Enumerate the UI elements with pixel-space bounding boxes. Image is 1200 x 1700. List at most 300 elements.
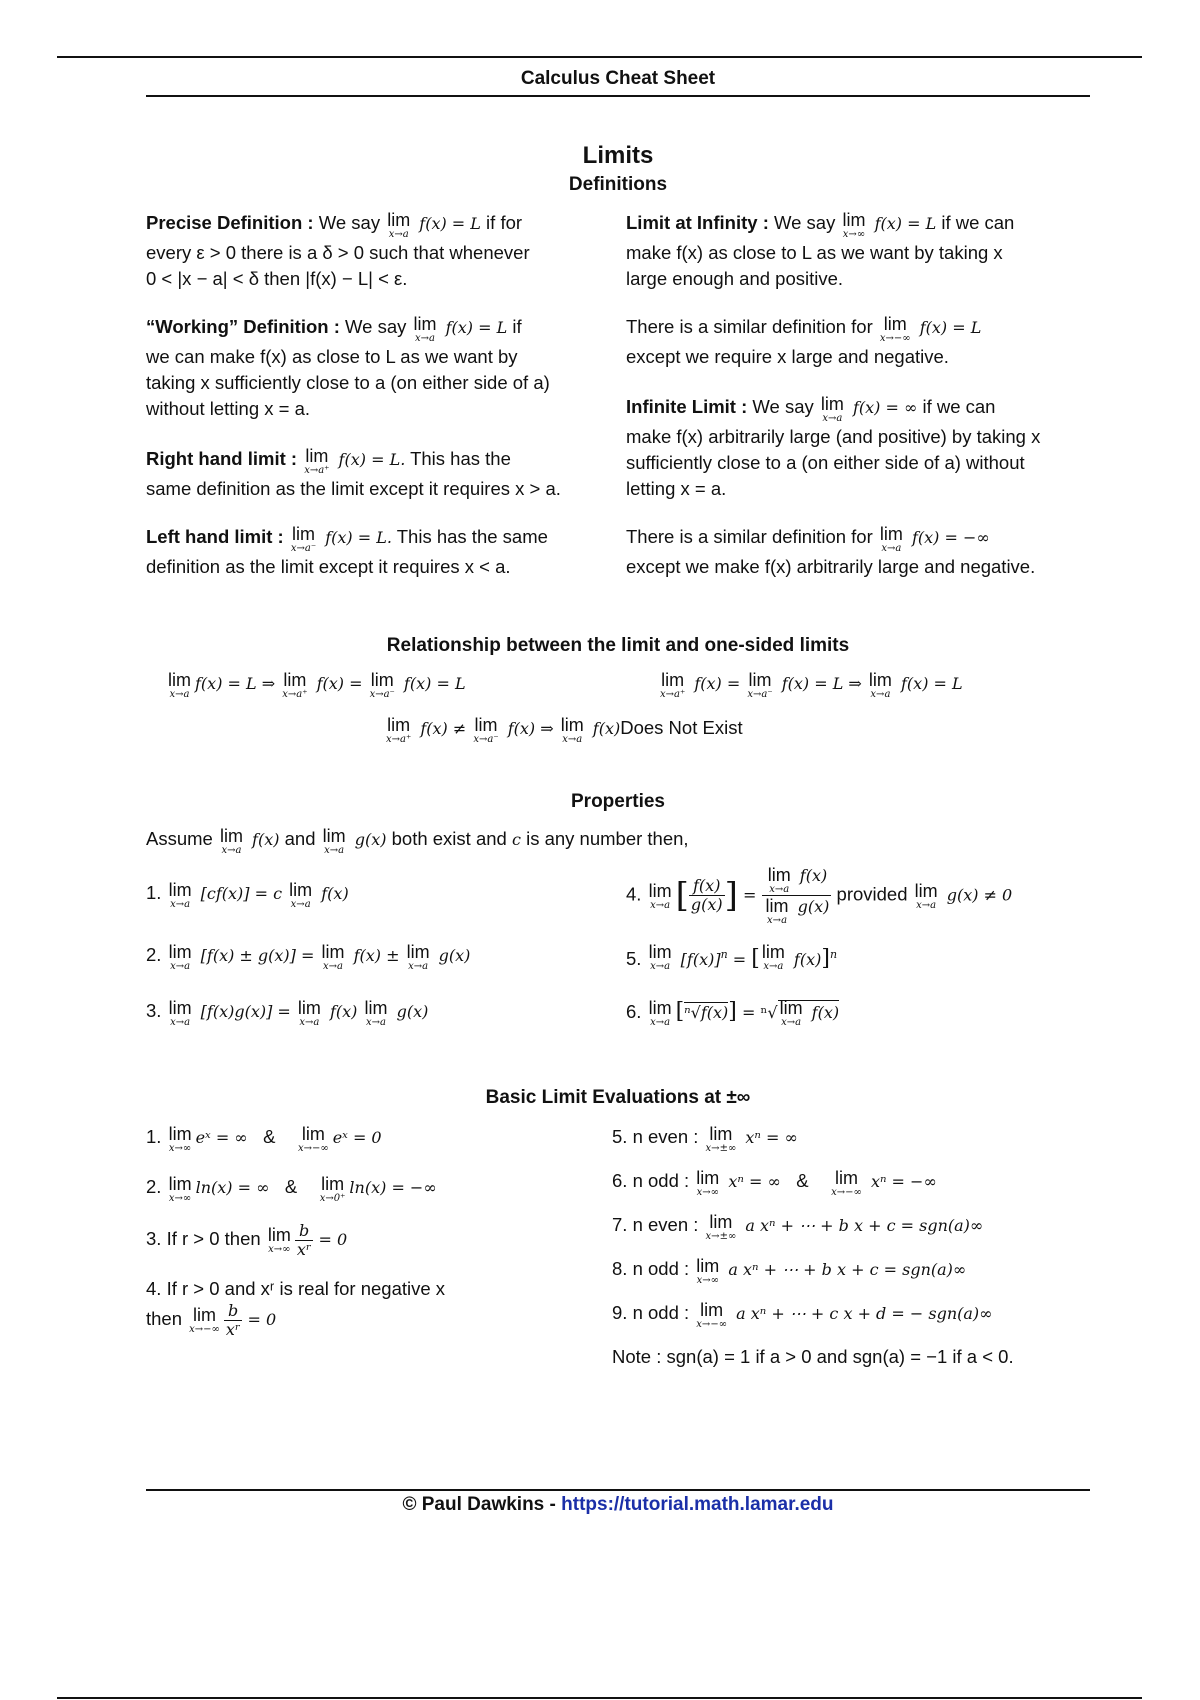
- b2-b: ln(x) = −∞: [349, 1178, 437, 1197]
- left-bracket: [: [675, 875, 689, 916]
- lim-word: lim: [168, 942, 192, 962]
- lim-xminf: [189, 1305, 220, 1335]
- lim-sub: x→−∞: [831, 1187, 862, 1198]
- lim-sub: x→−∞: [879, 333, 911, 344]
- lim-word: lim: [283, 670, 307, 690]
- b8-a: a xⁿ + ⋯ + b x + c = sgn(a)∞: [723, 1260, 967, 1279]
- lim-xa: [561, 715, 584, 745]
- top-rule: [57, 56, 1142, 58]
- inf-neg-text1: There is a similar definition for: [626, 526, 878, 547]
- lim-sub: x→a: [169, 689, 190, 700]
- working-text1: We say: [339, 316, 412, 337]
- footer-author: © Paul Dawkins -: [402, 1494, 562, 1515]
- lim-sub: x→∞: [842, 229, 866, 240]
- limit-neg-infinity: [626, 314, 1096, 370]
- infinite-line3: sufficiently close to a (on either side of a) without: [626, 452, 1025, 473]
- lim-xminf: [696, 1300, 727, 1330]
- lim-word: lim: [883, 314, 907, 334]
- properties-title: Properties: [571, 791, 665, 812]
- b1-a: eˣ = ∞: [195, 1128, 248, 1147]
- p4-num: 4.: [626, 883, 642, 905]
- p5-b: f(x): [788, 950, 822, 970]
- property-4: [626, 865, 1012, 926]
- p2-num: 2.: [146, 944, 162, 965]
- left-line2: definition as the limit except it requires x < a.: [146, 556, 511, 577]
- lim-word: lim: [820, 394, 844, 414]
- p1-num: 1.: [146, 882, 162, 903]
- page-title: Limits: [582, 142, 654, 169]
- rel-eq3-a: f(x) ≠: [415, 719, 472, 738]
- inf-neg-line2: except we make f(x) arbitrarily large and negative.: [626, 556, 1036, 577]
- lim-word: lim: [700, 1300, 724, 1320]
- lim-sub: x→a: [366, 1017, 386, 1028]
- precise-line2: every ε > 0 there is a δ > 0 such that whenever: [146, 242, 530, 263]
- lim-xa: [766, 896, 789, 926]
- lim-sub: x→−∞: [297, 1143, 329, 1154]
- header-rule: [146, 95, 1090, 97]
- p5-a: [f(x)]: [675, 950, 721, 970]
- lim-xa: [869, 670, 892, 700]
- lim-word: lim: [765, 896, 789, 916]
- lim-sub: x→a: [170, 1017, 191, 1028]
- lim-sub: x→a: [388, 229, 409, 240]
- lim-word: lim: [779, 998, 803, 1018]
- b2-a: ln(x) = ∞: [195, 1178, 270, 1197]
- b9-pre: n odd :: [627, 1302, 695, 1323]
- p6-b: f(x): [806, 1003, 840, 1022]
- property-1: [146, 880, 349, 910]
- p4-frac: [689, 877, 725, 913]
- lim-sub: x→−∞: [696, 1319, 728, 1330]
- lim-word: lim: [709, 1124, 733, 1144]
- b5-pre: n even :: [627, 1126, 704, 1147]
- infinite-line4: letting x = a.: [626, 478, 727, 499]
- b4-num: 4.: [146, 1278, 162, 1299]
- p6-bracket-left: [: [675, 999, 685, 1024]
- lim-word: lim: [696, 1168, 720, 1188]
- working-line3: taking x sufficiently close to a (on either side of a): [146, 372, 550, 393]
- lim-xa: [387, 210, 410, 240]
- lim-xminf: [880, 314, 911, 344]
- lim-xa: [169, 998, 192, 1028]
- p2-c: g(x): [433, 946, 471, 965]
- b6-b: xⁿ = −∞: [865, 1172, 937, 1191]
- basic-1: [146, 1124, 382, 1154]
- b3-pre: If r > 0 then: [161, 1228, 266, 1249]
- lim-word: lim: [168, 998, 192, 1018]
- lim-sub: x→a: [650, 899, 671, 911]
- lim-xap: [304, 446, 329, 476]
- lim-xam: [370, 670, 395, 700]
- lim-word: lim: [868, 670, 892, 690]
- lim-sub: x→a: [299, 1017, 320, 1028]
- b3-frac: [295, 1222, 314, 1258]
- precise-label: Precise Definition :: [146, 212, 314, 233]
- p5-exp-2: n: [829, 948, 838, 961]
- b4-frac-den: xʳ: [225, 1319, 241, 1339]
- lim-word: lim: [387, 210, 411, 230]
- precise-eq: f(x) = L: [414, 214, 481, 233]
- neg-inf-line2: except we require x large and negative.: [626, 346, 949, 367]
- lim-sub: x→a: [916, 899, 937, 911]
- lim-xa: [289, 880, 312, 910]
- p5-bracket-right: ]: [821, 946, 830, 972]
- p1-a: [cf(x)] = c: [195, 884, 288, 903]
- lim-xa: [880, 524, 903, 554]
- property-5: [626, 942, 837, 973]
- lim-xminf: [831, 1168, 862, 1198]
- footer-rule: [146, 1489, 1090, 1491]
- lim-word: lim: [387, 715, 411, 735]
- right-bracket: ]: [724, 875, 738, 916]
- lim-xa: [168, 670, 191, 700]
- b1-amp: &: [263, 1126, 276, 1147]
- b4-line1: If r > 0 and xʳ is real for negative x: [161, 1278, 446, 1299]
- lim-sub: x→a: [415, 333, 435, 344]
- lim-xinf: [169, 1174, 192, 1204]
- precise-line3: 0 < |x − a| < δ then |f(x) − L| < ε.: [146, 268, 408, 289]
- b7-a: a xⁿ + ⋯ + b x + c = sgn(a)∞: [740, 1216, 984, 1235]
- assume-2: f(x): [246, 830, 280, 849]
- lim-word: lim: [834, 1168, 858, 1188]
- infinity-label: Limit at Infinity :: [626, 212, 769, 233]
- b6-pre: n odd :: [627, 1170, 695, 1191]
- p4-frac-den: g(x): [690, 895, 723, 914]
- lim-xa: [649, 942, 672, 972]
- lim-xap: [386, 715, 411, 745]
- right-line2: same definition as the limit except it requires x > a.: [146, 478, 561, 499]
- lim-word: lim: [289, 880, 313, 900]
- lim-xinf: [169, 1124, 192, 1154]
- lim-xam: [473, 715, 498, 745]
- lim-sub: x→a: [290, 899, 311, 910]
- b9-a: a xⁿ + ⋯ + c x + d = − sgn(a)∞: [731, 1304, 993, 1323]
- p4-eq: =: [743, 885, 757, 905]
- lim-word: lim: [305, 446, 329, 466]
- lim-xpminf: [706, 1212, 737, 1242]
- lim-word: lim: [648, 998, 672, 1018]
- p3-b: f(x): [324, 1002, 363, 1021]
- basic-title: Basic Limit Evaluations at ±∞: [485, 1087, 751, 1108]
- b4-frac-num: b: [224, 1302, 243, 1321]
- basic-2: [146, 1174, 437, 1204]
- b7-pre: n even :: [627, 1214, 704, 1235]
- p4-rfrac-den: [762, 896, 832, 926]
- lim-sub: x→a: [822, 413, 843, 424]
- lim-sub: x→∞: [168, 1193, 192, 1204]
- lim-sub: x→a: [767, 915, 788, 926]
- p1-b: f(x): [316, 884, 349, 903]
- lim-xa: [169, 880, 192, 910]
- infinite-text3: if we can: [917, 396, 996, 417]
- lim-xa: [365, 998, 388, 1028]
- p2-a: [f(x) ± g(x)] =: [195, 946, 320, 965]
- lim-sub: x→∞: [168, 1143, 192, 1154]
- b3-frac-num: b: [295, 1222, 314, 1241]
- p4-rfrac-num: [762, 865, 832, 896]
- lim-sub: x→∞: [268, 1244, 291, 1256]
- basic-7: [612, 1212, 983, 1242]
- rel-eq3-c: f(x): [587, 719, 621, 738]
- b2-num: 2.: [146, 1176, 162, 1197]
- header-title: Calculus Cheat Sheet: [520, 68, 716, 89]
- lim-xinf: [696, 1256, 719, 1286]
- rel-eq2-a: f(x) =: [689, 674, 746, 693]
- p5-eq: =: [727, 950, 752, 970]
- lim-sub: x→a: [650, 1017, 671, 1028]
- properties-assume: [146, 826, 689, 856]
- b3-post: = 0: [313, 1230, 348, 1249]
- p6-bracket-right: ]: [728, 999, 737, 1024]
- b8-pre: n odd :: [627, 1258, 695, 1279]
- lim-sub: x→a⁻: [473, 734, 499, 745]
- lim-word: lim: [842, 210, 866, 230]
- lim-xa: [321, 942, 344, 972]
- rel-eq1-b: f(x) =: [311, 674, 368, 693]
- lim-word: lim: [168, 1174, 192, 1194]
- lim-sub: x→a: [324, 845, 345, 856]
- basic-3: [146, 1222, 347, 1258]
- rel-eq2-c: f(x) = L: [895, 674, 963, 693]
- left-hand-limit: [146, 524, 616, 580]
- right-label: Right hand limit :: [146, 448, 298, 469]
- p2-b: f(x) ±: [348, 946, 405, 965]
- left-text3: This has the same: [391, 526, 548, 547]
- p5-num: 5.: [626, 948, 642, 970]
- basic-9: [612, 1300, 992, 1330]
- lim-sub: x→a: [170, 899, 191, 910]
- relationship-eq-3: [384, 715, 743, 745]
- b4-pre: then: [146, 1308, 188, 1329]
- lim-sub: x→a: [870, 689, 891, 700]
- b3-frac-den: xʳ: [296, 1239, 312, 1259]
- b5-a: xⁿ = ∞: [740, 1128, 798, 1147]
- b6-a: xⁿ = ∞: [723, 1172, 781, 1191]
- lim-word: lim: [219, 826, 243, 846]
- b3-num: 3.: [146, 1228, 162, 1249]
- p6-a: ⁿ√f(x): [684, 1003, 729, 1022]
- lim-xap: [282, 670, 307, 700]
- assume-3: and: [279, 828, 321, 849]
- lim-word: lim: [661, 670, 685, 690]
- assume-1: Assume: [146, 828, 218, 849]
- lim-word: lim: [767, 865, 791, 885]
- lim-sub: x→a: [881, 543, 902, 554]
- right-eq: f(x) = L.: [333, 450, 406, 469]
- p3-num: 3.: [146, 1000, 162, 1021]
- lim-word: lim: [648, 880, 672, 901]
- lim-sub: x→a: [562, 734, 583, 745]
- root-icon: ⁿ√: [760, 1003, 778, 1022]
- p6-radicand: [778, 998, 840, 1028]
- b1-b: eˣ = 0: [332, 1128, 382, 1147]
- relationship-title: Relationship between the limit and one-sided limits: [386, 635, 850, 656]
- rel-eq2-b: f(x) = L ⇒: [776, 674, 867, 693]
- p4-frac-num: f(x): [689, 877, 725, 896]
- infinite-line2: make f(x) arbitrarily large (and positive) by taking x: [626, 426, 1041, 447]
- footer: [0, 1494, 1200, 1516]
- lim-xa: [298, 998, 321, 1028]
- lim-word: lim: [321, 1174, 345, 1194]
- lim-sub: x→a: [170, 961, 191, 972]
- lim-word: lim: [474, 715, 498, 735]
- neg-inf-text1: There is a similar definition for: [626, 316, 878, 337]
- lim-xam: [291, 524, 316, 554]
- lim-xap: [660, 670, 685, 700]
- lim-word: lim: [748, 670, 772, 690]
- p6-eq: =: [736, 1003, 761, 1022]
- assume-4: g(x): [349, 830, 387, 849]
- lim-xinf: [268, 1225, 291, 1255]
- b5-num: 5.: [612, 1126, 628, 1147]
- lim-word: lim: [709, 1212, 733, 1232]
- infinity-text1: We say: [768, 212, 841, 233]
- p4-rden: g(x): [792, 897, 830, 916]
- lim-sub: x→±∞: [705, 1231, 737, 1242]
- lim-xa: [169, 942, 192, 972]
- neg-inf-eq: f(x) = L: [914, 318, 982, 337]
- working-line4: without letting x = a.: [146, 398, 311, 419]
- lim-sub: x→a⁺: [660, 689, 686, 700]
- property-2: [146, 942, 470, 972]
- lim-word: lim: [322, 826, 346, 846]
- lim-word: lim: [879, 524, 903, 544]
- lim-xa: [780, 998, 803, 1028]
- relationship-eq-1: [166, 670, 466, 700]
- infinite-text1: We say: [747, 396, 819, 417]
- p3-c: g(x): [391, 1002, 429, 1021]
- inf-neg-eq: f(x) = −∞: [906, 528, 990, 547]
- lim-word: lim: [761, 942, 785, 962]
- lim-word: lim: [648, 942, 672, 962]
- infinite-eq: f(x) = ∞: [847, 398, 918, 417]
- basic-8: [612, 1256, 966, 1286]
- rel-eq1-a: f(x) = L ⇒: [195, 674, 281, 693]
- lim-xa: [768, 865, 791, 895]
- working-label: “Working” Definition :: [146, 316, 340, 337]
- lim-sub: x→a: [322, 961, 343, 972]
- infinite-limit: [626, 394, 1096, 502]
- lim-word: lim: [696, 1256, 720, 1276]
- lim-sub: x→a: [221, 845, 242, 856]
- right-hand-limit: [146, 446, 616, 502]
- lim-sub: x→a⁺: [304, 465, 330, 476]
- rel-eq3-b: f(x) ⇒: [502, 719, 559, 738]
- b4-frac: [224, 1302, 243, 1338]
- infinity-line3: large enough and positive.: [626, 268, 844, 289]
- p4-rfrac: [762, 865, 832, 926]
- lim-word: lim: [301, 1124, 325, 1144]
- relationship-eq-2: [658, 670, 963, 700]
- lim-xa: [323, 826, 346, 856]
- infinite-label: Infinite Limit :: [626, 396, 748, 417]
- b9-num: 9.: [612, 1302, 628, 1323]
- lim-xa: [915, 881, 938, 911]
- lim-xinf: [842, 210, 865, 240]
- lim-sub: x→∞: [696, 1187, 719, 1198]
- working-text3: if: [507, 316, 522, 337]
- p4-rnum: f(x): [794, 866, 828, 885]
- lim-word: lim: [560, 715, 584, 735]
- basic-6: [612, 1168, 937, 1198]
- lim-word: lim: [321, 942, 345, 962]
- working-eq: f(x) = L: [440, 318, 508, 337]
- footer-link[interactable]: https://tutorial.math.lamar.edu: [561, 1494, 834, 1515]
- assume-7: is any number then,: [520, 828, 689, 849]
- lim-word: lim: [267, 1225, 291, 1246]
- lim-sub: x→±∞: [705, 1143, 737, 1154]
- b6-num: 6.: [612, 1170, 628, 1191]
- infinite-limit-negative: [626, 524, 1096, 580]
- lim-xa: [220, 826, 243, 856]
- lim-word: lim: [168, 880, 192, 900]
- lim-word: lim: [297, 998, 321, 1018]
- lim-sub: x→a: [781, 1017, 802, 1028]
- precise-definition: [146, 210, 596, 292]
- property-6: [626, 998, 839, 1028]
- right-text3: This has the: [405, 448, 511, 469]
- b7-num: 7.: [612, 1214, 628, 1235]
- b1-num: 1.: [146, 1126, 162, 1147]
- does-not-exist: Does Not Exist: [620, 717, 743, 738]
- lim-xminf: [298, 1124, 329, 1154]
- lim-xa: [414, 314, 437, 344]
- lim-word: lim: [413, 314, 437, 334]
- b6-amp: &: [796, 1170, 809, 1191]
- p4-cond: g(x) ≠ 0: [941, 885, 1013, 905]
- lim-xa: [407, 942, 430, 972]
- p5-exp: n: [720, 948, 728, 961]
- lim-sub: x→a⁻: [369, 689, 395, 700]
- lim-sub: x→a: [769, 884, 790, 895]
- lim-word: lim: [364, 998, 388, 1018]
- infinity-text3: if we can: [936, 212, 1015, 233]
- lim-sub: x→a: [763, 961, 784, 972]
- lim-xa: [649, 998, 672, 1028]
- lim-x0p: [320, 1174, 346, 1204]
- lim-xpminf: [706, 1124, 737, 1154]
- lim-sub: x→a⁺: [282, 689, 308, 700]
- b2-amp: &: [284, 1176, 298, 1197]
- definitions-title: Definitions: [568, 174, 668, 195]
- lim-word: lim: [168, 1124, 192, 1144]
- b4-post: = 0: [242, 1310, 277, 1329]
- b8-num: 8.: [612, 1258, 628, 1279]
- lim-sub: x→a⁻: [290, 543, 317, 554]
- lim-word: lim: [291, 524, 315, 544]
- p4-provided: provided: [831, 883, 913, 905]
- left-label: Left hand limit :: [146, 526, 284, 547]
- working-line2: we can make f(x) as close to L as we want by: [146, 346, 518, 367]
- left-eq: f(x) = L.: [320, 528, 392, 547]
- lim-word: lim: [193, 1305, 217, 1326]
- lim-sub: x→a: [408, 961, 429, 972]
- rel-eq1-c: f(x) = L: [398, 674, 466, 693]
- precise-text1: We say: [313, 212, 386, 233]
- lim-sub: x→a⁻: [747, 689, 773, 700]
- lim-xa: [762, 942, 785, 972]
- lim-sub: x→0⁺: [319, 1193, 346, 1204]
- lim-word: lim: [370, 670, 394, 690]
- lim-sub: x→∞: [696, 1275, 719, 1286]
- p5-bracket-left: [: [751, 946, 760, 972]
- basic-4: [146, 1276, 445, 1338]
- infinity-line2: make f(x) as close to L as we want by taking x: [626, 242, 1003, 263]
- lim-xa: [821, 394, 844, 424]
- p3-a: [f(x)g(x)] =: [195, 1002, 296, 1021]
- lim-word: lim: [914, 880, 938, 901]
- lim-xa: [649, 881, 672, 911]
